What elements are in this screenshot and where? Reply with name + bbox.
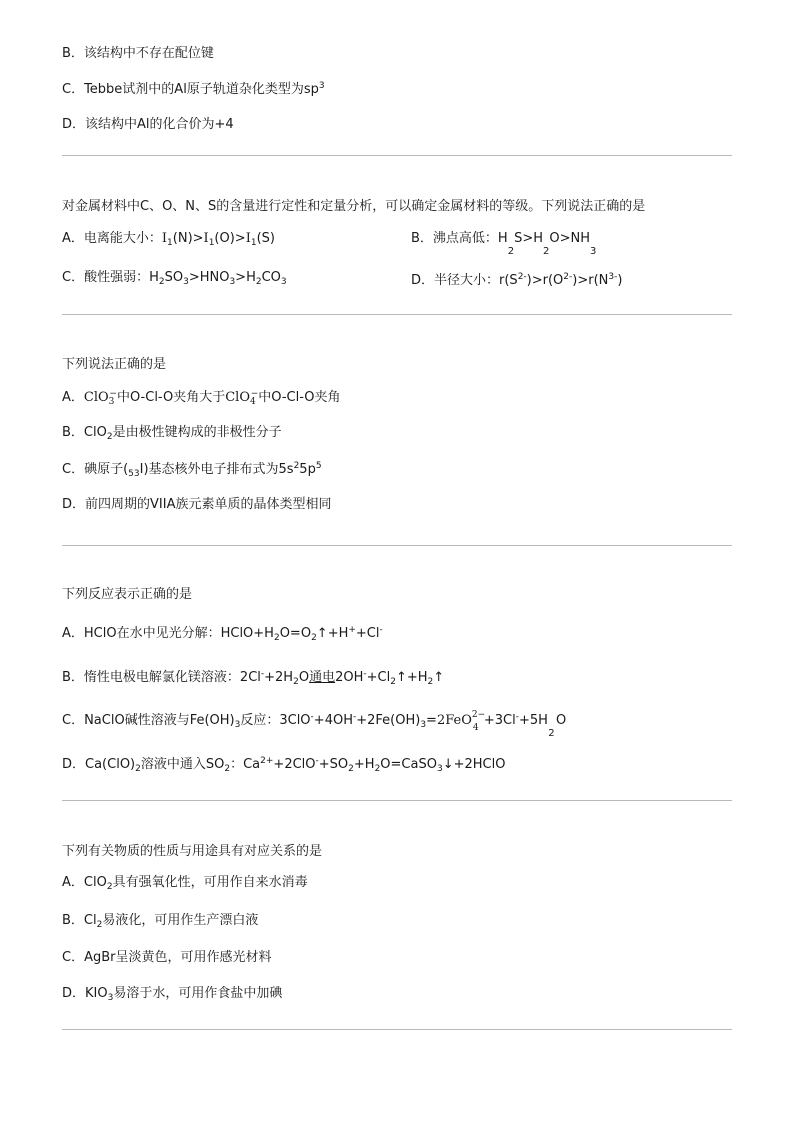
option-b: B．ClO$_2$是由极性键构成的非极性分子 xyxy=(62,425,282,442)
question-stem: 下列说法正确的是 xyxy=(62,357,167,372)
divider xyxy=(62,800,732,801)
option-a: A．HClO在水中见光分解：$HClO+H_2O=O_2↑+H^++Cl^-$ xyxy=(62,625,383,643)
question-stem: 对金属材料中C、O、N、S的含量进行定性和定量分析，可以确定金属材料的等级。下列说法正确的是 xyxy=(62,199,646,214)
divider xyxy=(62,314,732,315)
option-c: C．酸性强弱：$H_2SO_3>HNO_3>H_2CO_3$ xyxy=(62,270,287,287)
option-d: D．前四周期的VIIA族元素单质的晶体类型相同 xyxy=(62,497,332,512)
option-c: C．NaClO碱性溶液与$Fe(OH)_3$反应：$3ClO^-+4OH^-+2Fe(OH)_3=2FeO$ 2− 4 +3Cl-+5H $O_2$ xyxy=(62,710,567,739)
divider xyxy=(62,1029,732,1030)
option-c-prev: C．Tebbe试剂中的Al原子轨道杂化类型为$sp^3$ xyxy=(62,81,325,97)
divider xyxy=(62,155,732,156)
question-stem: 下列有关物质的性质与用途具有对应关系的是 xyxy=(62,844,323,859)
option-c: C．碘原子$(_{53}I)$基态核外电子排布式为$5s^25p^5$ xyxy=(62,461,322,479)
option-a: A．ClO$_2$具有强氧化性，可用作自来水消毒 xyxy=(62,875,308,892)
option-a: A．电离能大小：$I_1(N)>I_1(O)>I_1(S)$ xyxy=(62,231,275,248)
option-d: D．半径大小：$r(S^{2-})>r(O^{2-})>r(N^{3-})$ xyxy=(411,272,623,288)
question-stem: 下列反应表示正确的是 xyxy=(62,587,193,602)
option-a: A．ClO$_3$−中O-Cl-O夹角大于ClO$_4$−中O-Cl-O夹角 xyxy=(62,389,341,407)
option-b: B．$Cl_2$易液化，可用作生产漂白液 xyxy=(62,913,259,930)
option-d: D．$KIO_3$易溶于水，可用作食盐中加碘 xyxy=(62,986,283,1003)
divider xyxy=(62,545,732,546)
option-c: C．AgBr呈淡黄色，可用作感光材料 xyxy=(62,950,272,965)
option-b-prev: B．该结构中不存在配位键 xyxy=(62,46,214,61)
option-b: B．惰性电极电解氯化镁溶液：$2Cl^-+2H_2O$通电$2OH^-+Cl_2↑+H_2↑$ xyxy=(62,669,445,687)
option-d: D．$Ca(ClO)_2$溶液中通入$SO_2$：$Ca^{2+}+2ClO^-+SO_2+H_2O=CaSO_3↓+2HClO$ xyxy=(62,756,506,774)
option-d-prev: D．该结构中Al的化合价为+4 xyxy=(62,117,234,132)
option-b: B．沸点高低：$H_2S>H_2O>NH_3$ xyxy=(411,231,597,257)
